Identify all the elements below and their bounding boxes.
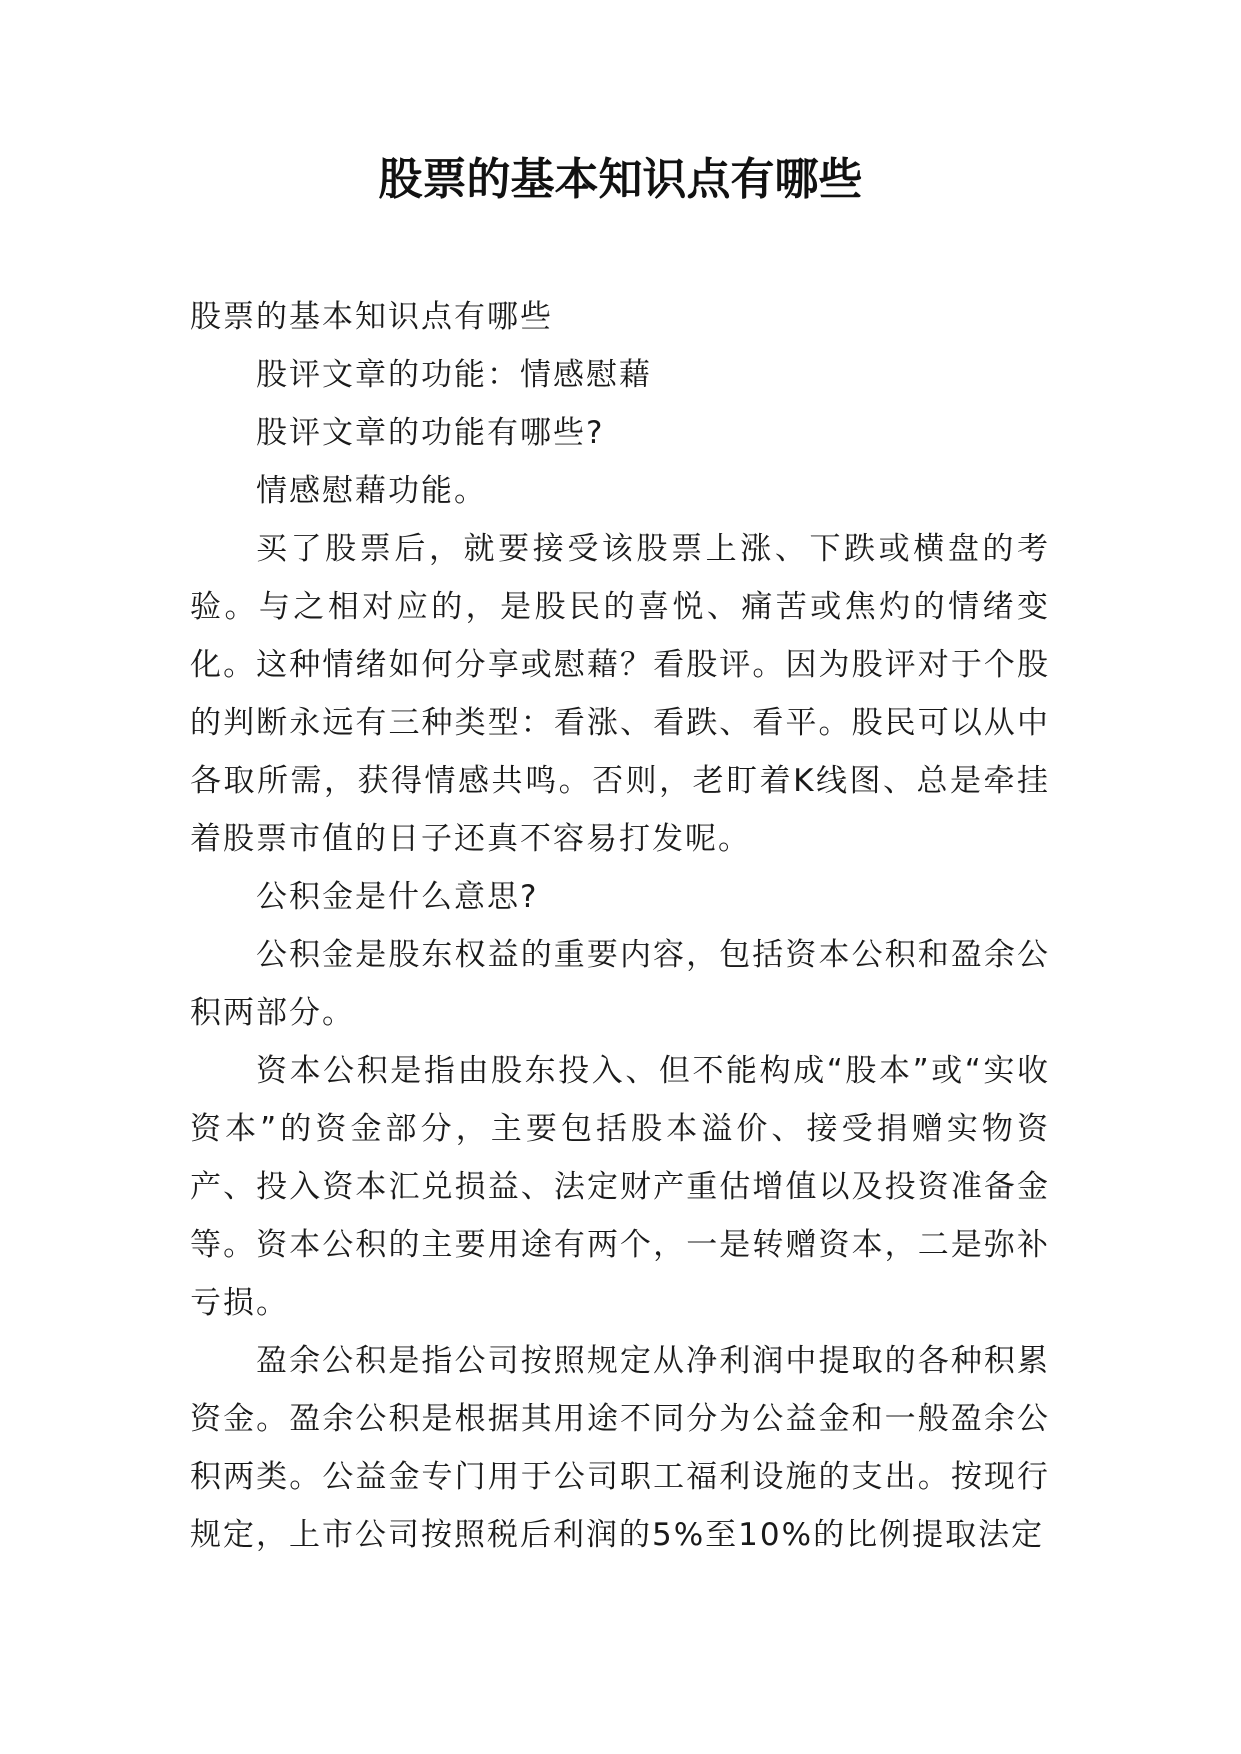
paragraph: 买了股票后，就要接受该股票上涨、下跌或横盘的考验。与之相对应的，是股民的喜悦、痛苦或焦灼的情绪变化。这种情绪如何分享或慰藉？看股评。因为股评对于个股的判断永远有三种类型：看涨、看跌、看平。股民可以从中各取所需，获得情感共鸣。否则，老盯着K线图、总是牵挂着股票市值的日子还真不容易打发呢。 xyxy=(190,531,1050,857)
paragraph: 公积金是什么意思? xyxy=(256,879,539,915)
paragraph-subtitle: 股票的基本知识点有哪些 xyxy=(190,299,553,335)
paragraph: 股评文章的功能有哪些? xyxy=(256,415,605,451)
paragraph: 盈余公积是指公司按照规定从净利润中提取的各种积累资金。盈余公积是根据其用途不同分为公益金和一般盈余公积两类。公益金专门用于公司职工福利设施的支出。按现行规定，上市公司按照税后利润的5%至10%的比例提取法定 xyxy=(190,1343,1050,1553)
document-title: 股票的基本知识点有哪些 xyxy=(378,154,863,205)
paragraph: 资本公积是指由股东投入、但不能构成“股本”或“实收资本”的资金部分，主要包括股本溢价、接受捐赠实物资产、投入资本汇兑损益、法定财产重估增值以及投资准备金等。资本公积的主要用途有两个，一是转赠资本，二是弥补亏损。 xyxy=(190,1053,1050,1321)
paragraph: 股评文章的功能：情感慰藉 xyxy=(256,357,652,393)
document-body xyxy=(190,288,1050,1564)
paragraph: 情感慰藉功能。 xyxy=(256,473,487,509)
paragraph: 公积金是股东权益的重要内容，包括资本公积和盈余公积两部分。 xyxy=(190,937,1050,1031)
